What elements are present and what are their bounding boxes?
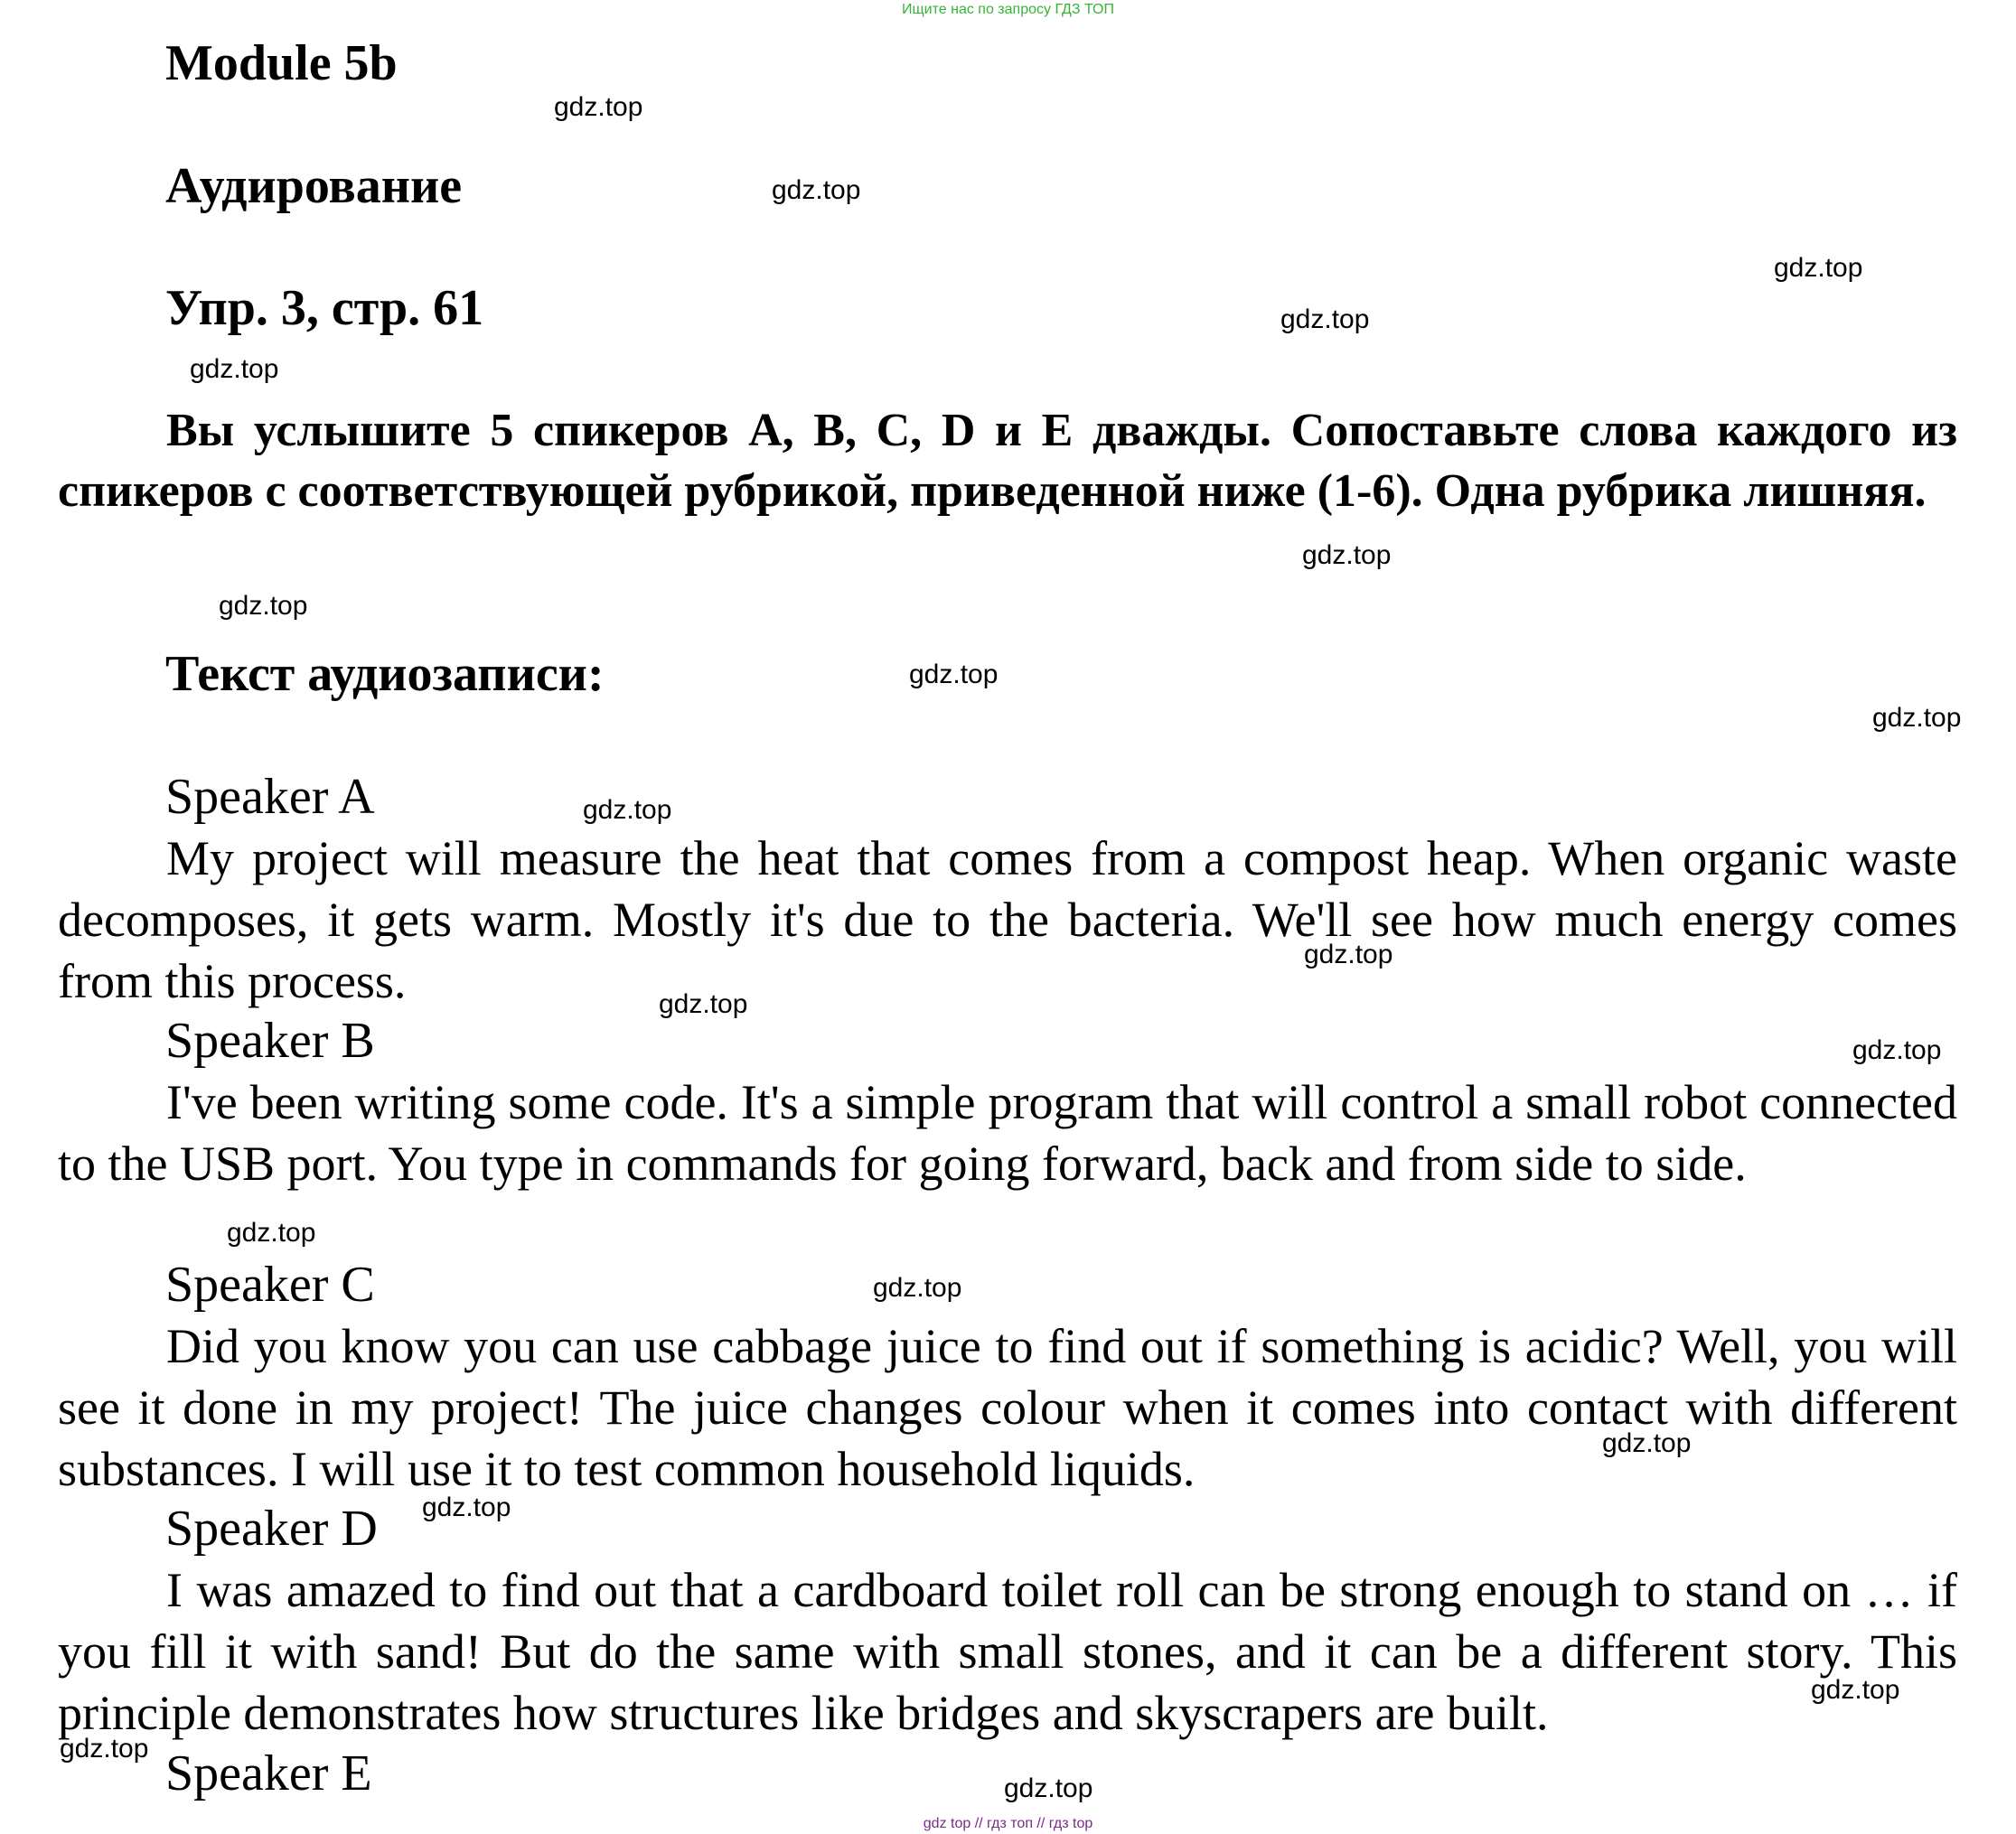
transcript-heading: Текст аудиозаписи: [165,646,605,702]
speaker-b-label: Speaker B [165,1013,375,1069]
top-banner: Ищите нас по запросу ГДЗ ТОП [902,2,1114,17]
watermark: gdz.top [1774,253,1863,283]
watermark: gdz.top [772,175,861,205]
watermark: gdz.top [1872,703,1962,733]
watermark: gdz.top [583,795,672,825]
exercise-title: Упр. 3, стр. 61 [165,280,484,336]
watermark: gdz.top [422,1492,511,1522]
speaker-d-text: I was amazed to find out that a cardboard toilet roll can be strong enough to stand on … if you fill it with sand! But do the same with small stones, and it can be a different story. This principle demonstrates how structures like bridges and skyscrapers are built. [58,1563,1957,1740]
speaker-c-text: Did you know you can use cabbage juice to find out if something is acidic? Well, you will see it done in my project! The juice changes colour when it comes into contact with different substances. I will use it to test common household liquids. [58,1319,1957,1496]
speaker-e-label: Speaker E [165,1745,372,1801]
watermark: gdz.top [227,1218,316,1248]
watermark: gdz.top [554,92,643,122]
instruction-text: Вы услышите 5 спикеров A, B, C, D и E дважды. Сопоставьте слова каждого из спикеров с соответствующей рубрикой, приведенной ниже (1-6). Одна рубрика лишняя. [58,405,1957,517]
watermark: gdz.top [1304,940,1393,969]
speaker-a-text: My project will measure the heat that comes from a compost heap. When organic waste decomposes, it gets warm. Mostly it's due to the bacteria. We'll see how much energy comes from this process. [58,831,1957,1008]
speaker-b-text: I've been writing some code. It's a simple program that will control a small robot connected to the USB port. You type in commands for going forward, back and from side to side. [58,1075,1957,1191]
watermark: gdz.top [873,1273,962,1303]
watermark: gdz.top [1302,540,1392,570]
section-title: Аудирование [165,158,463,214]
speaker-d-label: Speaker D [165,1501,378,1557]
watermark: gdz.top [60,1734,149,1764]
module-title: Module 5b [165,35,398,91]
watermark: gdz.top [1280,304,1370,334]
watermark: gdz.top [1602,1428,1692,1458]
watermark: gdz.top [190,354,279,384]
speaker-c-label: Speaker C [165,1257,375,1313]
watermark: gdz.top [909,660,999,689]
speaker-a-label: Speaker A [165,769,375,825]
watermark: gdz.top [219,591,308,621]
watermark: gdz.top [659,989,748,1019]
watermark: gdz.top [1004,1773,1093,1803]
watermark: gdz.top [1811,1675,1900,1705]
footer-watermark: gdz top // гдз топ // гдз top [923,1816,1093,1831]
watermark: gdz.top [1852,1035,1942,1065]
